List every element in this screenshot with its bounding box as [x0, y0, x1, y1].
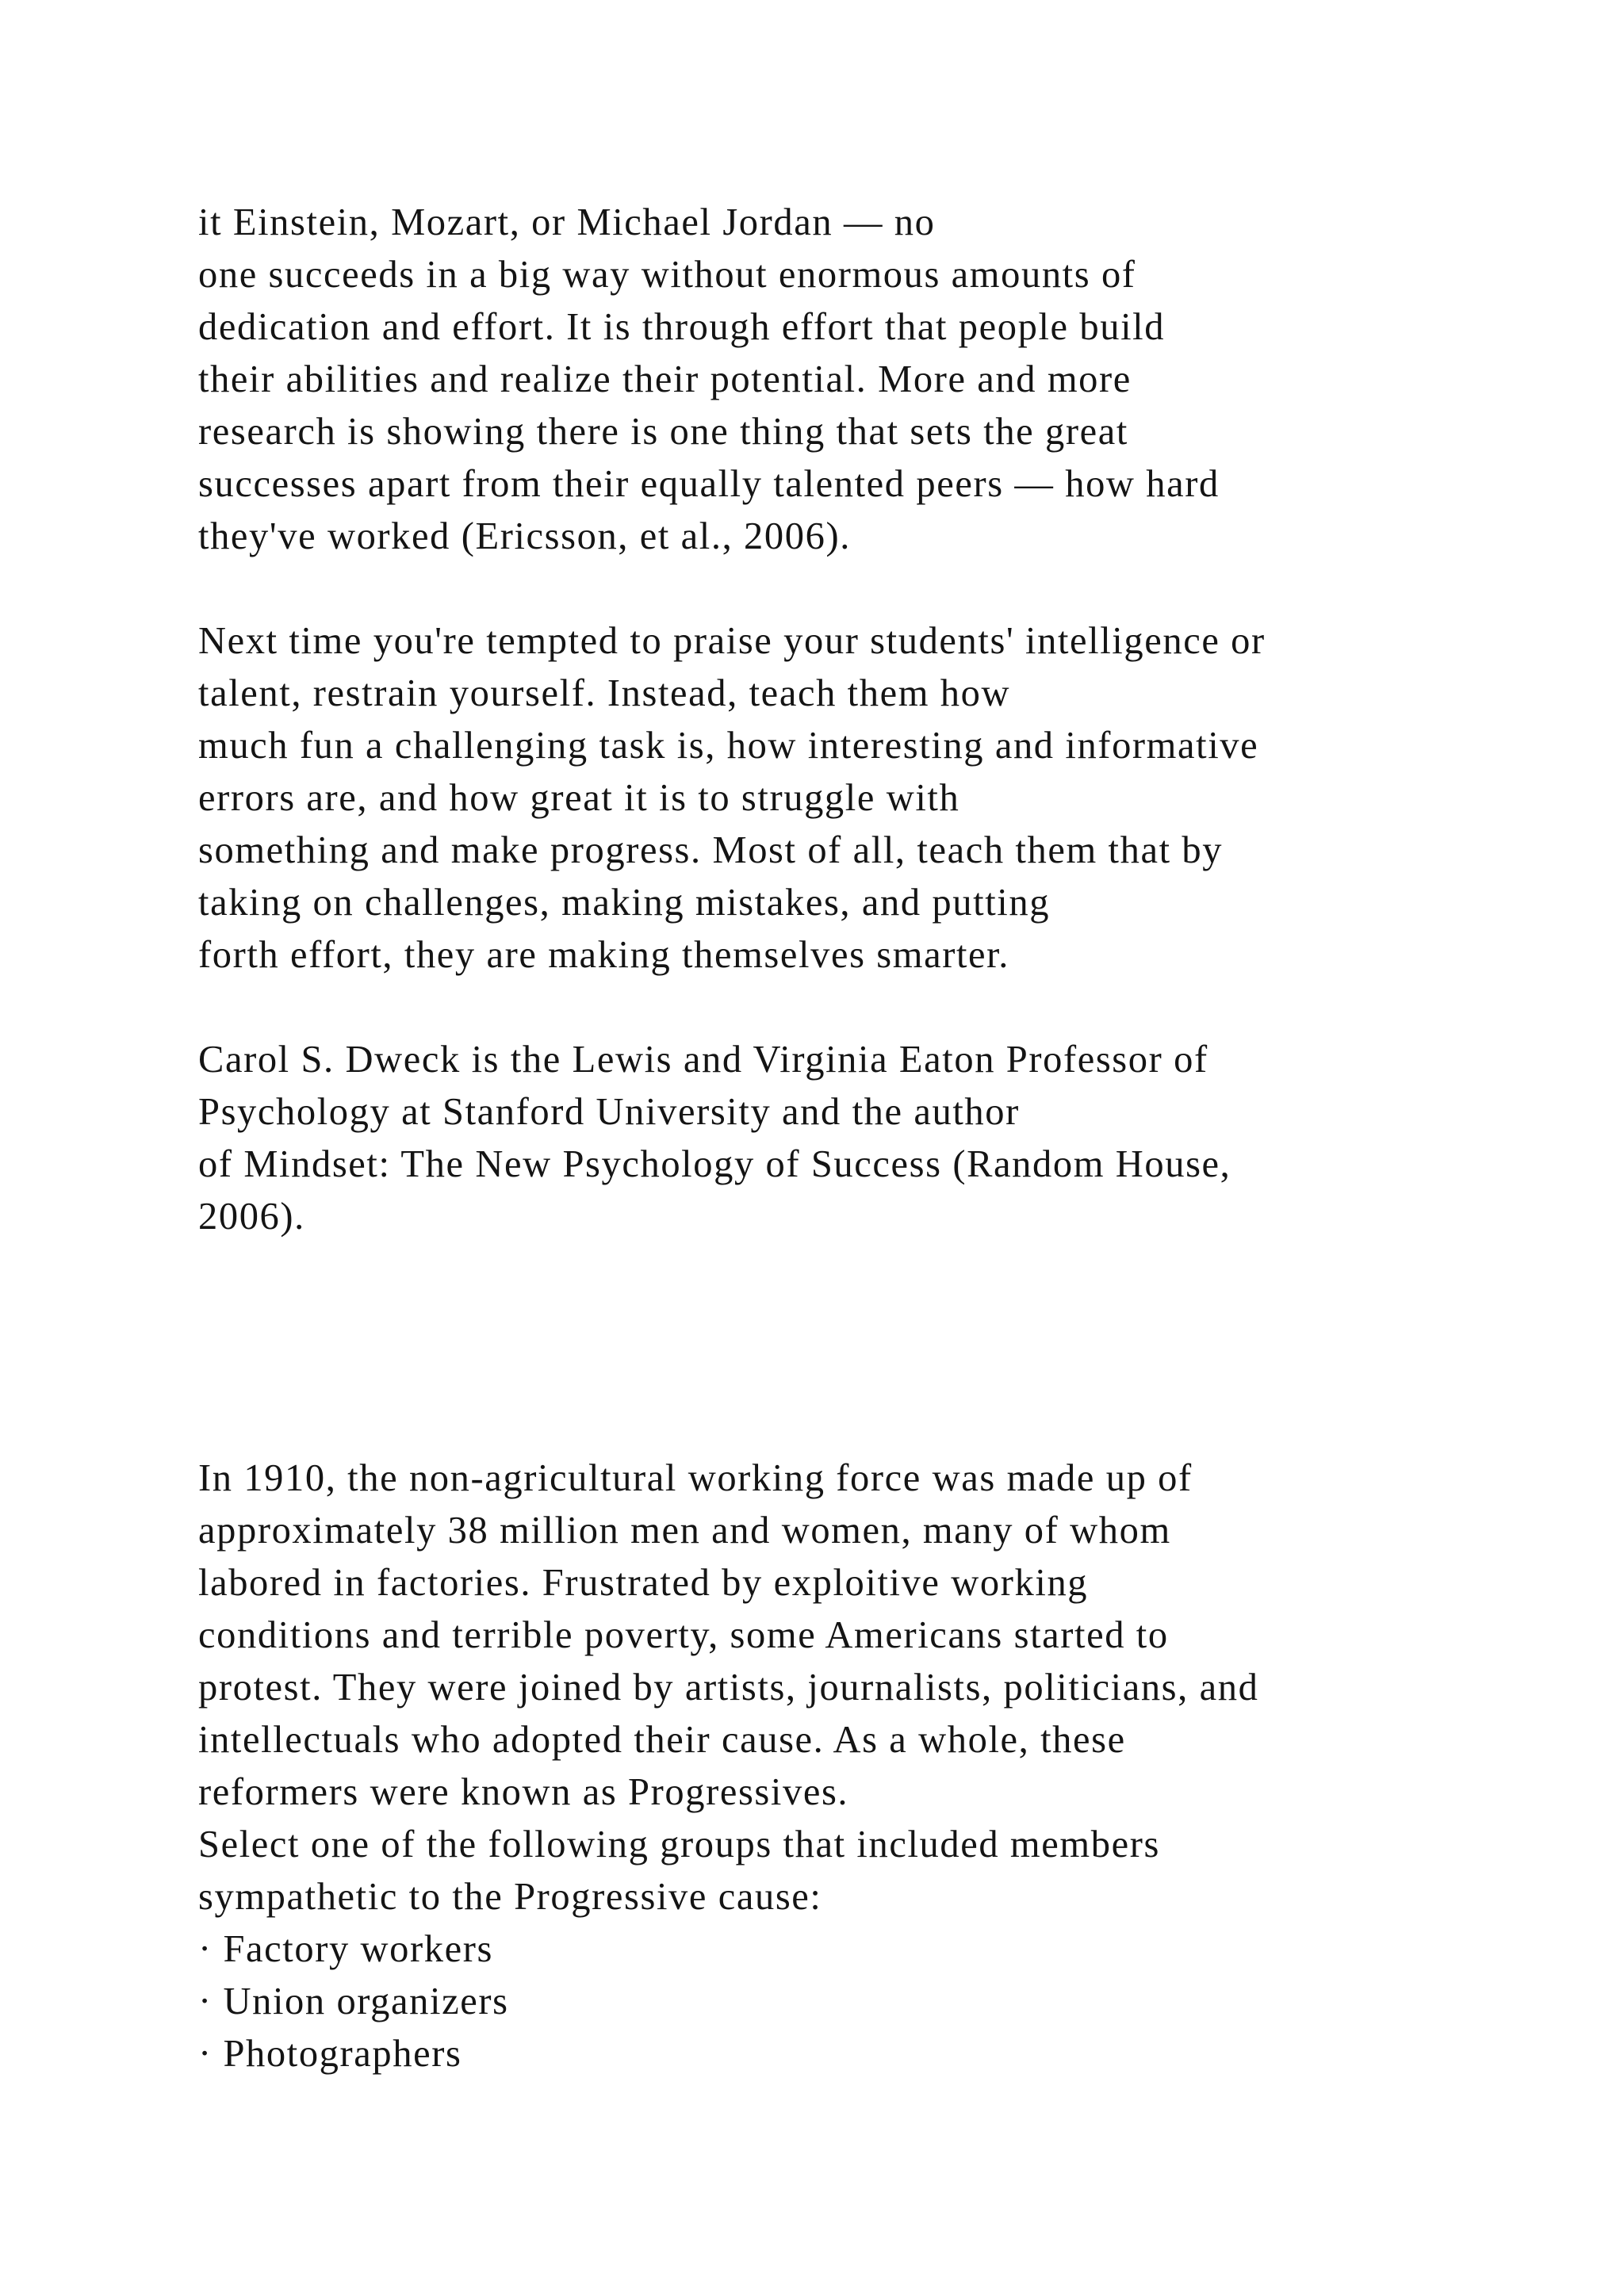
text-line: Psychology at Stanford University and the author: [198, 1091, 1020, 1133]
text-line: successes apart from their equally talented peers — how hard: [198, 463, 1220, 505]
prompt-line: Select one of the following groups that included members: [198, 1823, 1160, 1866]
text-line: one succeeds in a big way without enormous amounts of: [198, 254, 1136, 296]
text-line: errors are, and how great it is to struggle with: [198, 777, 960, 819]
text-line: something and make progress. Most of all, teach them that by: [198, 829, 1224, 871]
text-line: research is showing there is one thing that sets the great: [198, 411, 1128, 453]
list-item: · Factory workers: [198, 1928, 493, 1970]
text-line: dedication and effort. It is through effort that people build: [198, 306, 1166, 348]
text-line: taking on challenges, making mistakes, and putting: [198, 882, 1051, 924]
text-line: protest. They were joined by artists, journalists, politicians, and: [198, 1667, 1259, 1709]
prompt-line: sympathetic to the Progressive cause:: [198, 1876, 822, 1918]
text-line: their abilities and realize their potential. More and more: [198, 358, 1132, 400]
text-line: 2006).: [198, 1196, 305, 1238]
text-line: labored in factories. Frustrated by exploitive working: [198, 1562, 1089, 1604]
text-line: talent, restrain yourself. Instead, teach them how: [198, 672, 1011, 714]
list-item: · Photographers: [198, 2033, 462, 2075]
text-line: much fun a challenging task is, how interesting and informative: [198, 725, 1259, 767]
text-line: approximately 38 million men and women, many of whom: [198, 1510, 1171, 1552]
text-line: Carol S. Dweck is the Lewis and Virginia Eaton Professor of: [198, 1039, 1208, 1081]
text-line: it Einstein, Mozart, or Michael Jordan — no: [198, 201, 936, 243]
text-line: they've worked (Ericsson, et al., 2006).: [198, 515, 851, 557]
text-line: of Mindset: The New Psychology of Success (Random House,: [198, 1143, 1231, 1185]
paragraph-effort: [198, 197, 1546, 563]
text-line: forth effort, they are making themselves smarter.: [198, 934, 1009, 976]
text-line: Next time you're tempted to praise your students' intelligence or: [198, 620, 1266, 662]
text-line: conditions and terrible poverty, some Americans started to: [198, 1614, 1169, 1656]
list-item: · Union organizers: [198, 1980, 509, 2022]
text-line: intellectuals who adopted their cause. As a whole, these: [198, 1719, 1126, 1761]
text-line: In 1910, the non-agricultural working force was made up of: [198, 1457, 1193, 1499]
paragraph-progressives: [198, 1452, 1546, 2080]
text-line: reformers were known as Progressives.: [198, 1771, 849, 1813]
paragraph-praise: [198, 615, 1546, 982]
paragraph-author-bio: [198, 1034, 1546, 1243]
